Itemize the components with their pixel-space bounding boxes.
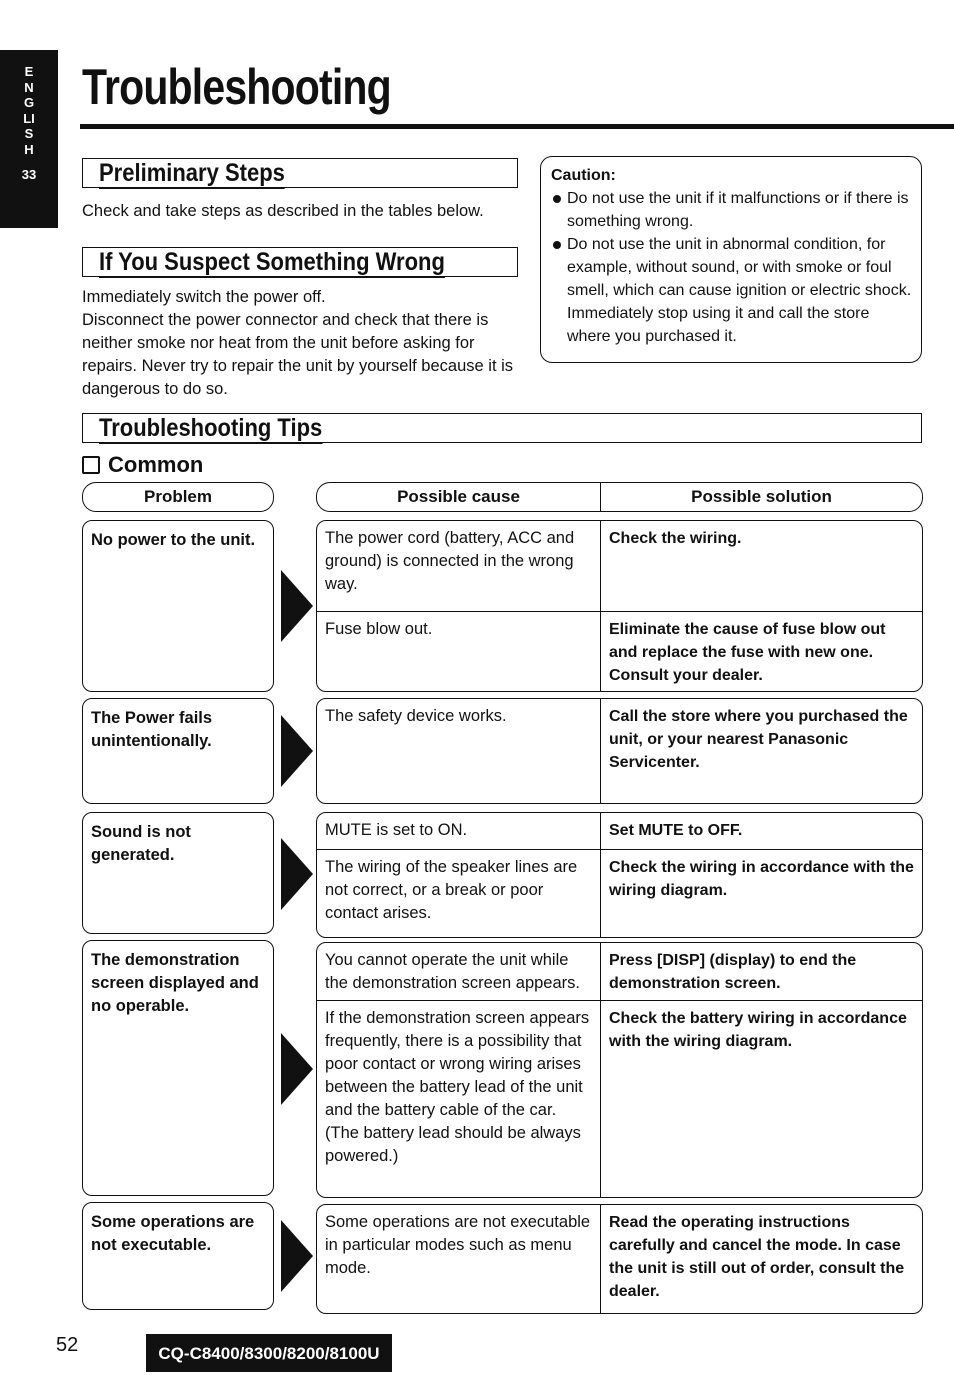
caution-label: Caution: <box>551 167 616 184</box>
common-label: Common <box>108 452 204 477</box>
page-number: 52 <box>56 1334 79 1356</box>
cause-cell: The safety device works. <box>317 699 601 803</box>
cause-solution-group <box>316 942 923 1198</box>
problem-cell: No power to the unit. <box>82 520 274 692</box>
cause-solution-group <box>316 1204 923 1314</box>
table-row <box>317 699 922 803</box>
title-rule <box>80 124 954 129</box>
table-row <box>317 813 922 849</box>
cause-cell: MUTE is set to ON. <box>317 813 601 849</box>
cause-cell: Fuse blow out. <box>317 612 601 692</box>
table-row <box>317 1000 922 1198</box>
problem-cell: The demonstration screen displayed and no operable. <box>82 940 274 1196</box>
table-row <box>317 1205 922 1313</box>
solution-cell: Read the operating instructions carefully and cancel the mode. In case the unit is still out of order, consult the dealer. <box>609 1214 905 1300</box>
section-number: 33 <box>21 167 37 182</box>
solution-cell: Call the store where you purchased the unit, or your nearest Panasonic Servicenter. <box>609 708 908 771</box>
caution-item: Do not use the unit if it malfunctions or if there is something wrong. <box>551 187 913 233</box>
arrow-right-icon <box>281 1033 313 1105</box>
cause-solution-group <box>316 520 923 692</box>
problem-cell: The Power fails unintentionally. <box>82 698 274 804</box>
solution-column-header: Possible solution <box>691 487 832 506</box>
cause-solution-header <box>316 482 923 512</box>
language-label: ENGLISH <box>23 64 35 157</box>
suspect-heading-box <box>82 247 518 277</box>
cause-solution-group <box>316 812 923 938</box>
suspect-text: Immediately switch the power off. Disconnect the power connector and check that there is neither smoke nor heat from the unit before asking for repairs. Never try to repair the unit by yourself because it is dangerous to do so. <box>82 288 514 398</box>
solution-cell: Check the battery wiring in accordance with the wiring diagram. <box>609 1010 907 1050</box>
page-title: Troubleshooting <box>82 59 391 115</box>
table-row <box>317 521 922 611</box>
table-row <box>317 943 922 1000</box>
solution-cell: Press [DISP] (display) to end the demonstration screen. <box>609 952 857 992</box>
arrow-right-icon <box>281 570 313 642</box>
preliminary-text: Check and take steps as described in the tables below. <box>82 202 484 220</box>
solution-cell: Eliminate the cause of fuse blow out and replace the fuse with new one. Consult your dealer. <box>609 621 886 684</box>
tips-heading: Troubleshooting Tips <box>99 414 323 442</box>
table-row <box>317 849 922 938</box>
tips-heading-box <box>82 413 922 443</box>
problem-cell: Some operations are not executable. <box>82 1202 274 1310</box>
table-row <box>317 611 922 692</box>
cause-cell: The wiring of the speaker lines are not correct, or a break or poor contact arises. <box>317 850 601 938</box>
caution-list <box>551 187 913 348</box>
solution-cell: Check the wiring in accordance with the wiring diagram. <box>609 859 914 899</box>
preliminary-heading: Preliminary Steps <box>99 159 285 187</box>
model-number-bar: CQ-C8400/8300/8200/8100U <box>146 1334 392 1372</box>
problem-cell: Sound is not generated. <box>82 812 274 934</box>
arrow-right-icon <box>281 715 313 787</box>
preliminary-heading-box <box>82 158 518 188</box>
caution-box <box>540 156 922 363</box>
common-heading <box>82 452 203 478</box>
cause-cell: The power cord (battery, ACC and ground) is connected in the wrong way. <box>317 521 601 611</box>
arrow-right-icon <box>281 1220 313 1292</box>
cause-cell: You cannot operate the unit while the demonstration screen appears. <box>317 943 601 1000</box>
solution-cell: Check the wiring. <box>609 530 742 547</box>
solution-cell: Set MUTE to OFF. <box>609 822 743 839</box>
cause-solution-group <box>316 698 923 804</box>
cause-cell: If the demonstration screen appears frequently, there is a possibility that poor contact or wrong wiring arises between the battery lead of the unit and the battery cable of the car. (The battery lead should be always powered.) <box>317 1001 601 1198</box>
checkbox-icon <box>82 456 100 474</box>
caution-item: Do not use the unit in abnormal condition, for example, without sound, or with smoke or foul smell, which can cause ignition or electric shock. Immediately stop using it and call the store where you purchased it. <box>551 233 913 348</box>
problem-column-header: Problem <box>82 482 274 512</box>
cause-column-header: Possible cause <box>317 483 601 511</box>
suspect-heading: If You Suspect Something Wrong <box>99 248 445 276</box>
language-side-tab <box>0 50 58 228</box>
cause-cell: Some operations are not executable in particular modes such as menu mode. <box>317 1205 601 1313</box>
arrow-right-icon <box>281 838 313 910</box>
